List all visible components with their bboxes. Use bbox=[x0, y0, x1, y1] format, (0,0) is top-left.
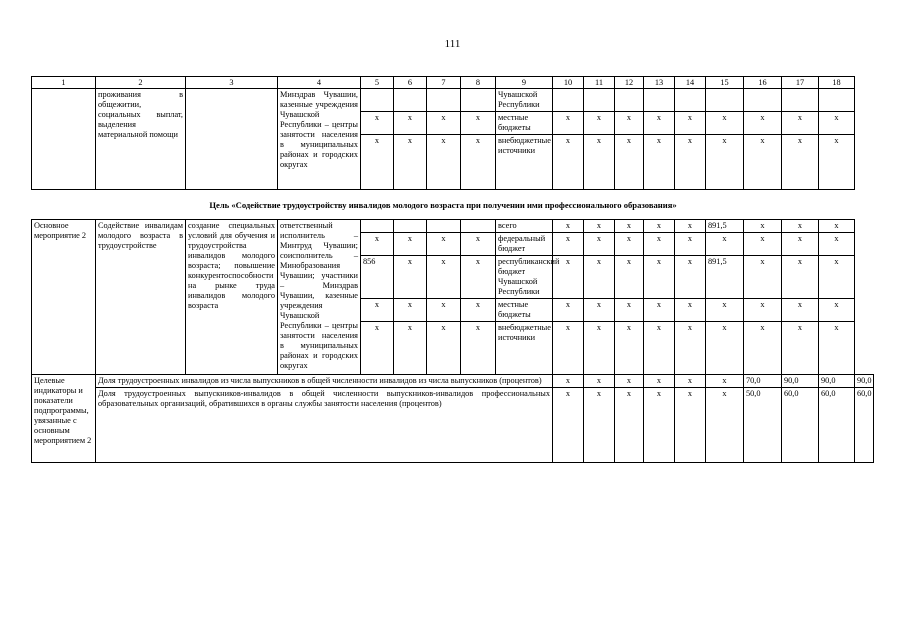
value-cell bbox=[427, 220, 461, 233]
value-cell: x bbox=[615, 112, 644, 135]
value-cell: 50,0 bbox=[744, 388, 782, 463]
value-cell: x bbox=[706, 233, 744, 256]
value-cell: x bbox=[553, 299, 584, 322]
cont-col3-empty bbox=[186, 89, 278, 190]
value-cell: x bbox=[819, 112, 855, 135]
value-cell: x bbox=[427, 233, 461, 256]
value-cell: x bbox=[706, 135, 744, 190]
value-cell: x bbox=[744, 299, 782, 322]
goal-row bbox=[32, 190, 874, 220]
value-cell: x bbox=[553, 220, 584, 233]
value-cell bbox=[427, 89, 461, 112]
value-cell: x bbox=[706, 388, 744, 463]
cont-col1-empty bbox=[32, 89, 96, 190]
funding-source: Чувашской Республики bbox=[496, 89, 553, 112]
value-cell: x bbox=[584, 233, 615, 256]
value-cell: x bbox=[644, 256, 675, 299]
value-cell: 60,0 bbox=[855, 388, 874, 463]
value-cell: x bbox=[553, 135, 584, 190]
value-cell: x bbox=[744, 220, 782, 233]
value-cell: 70,0 bbox=[744, 375, 782, 388]
value-cell: 856 bbox=[361, 256, 394, 299]
header-cell: 10 bbox=[553, 77, 584, 89]
value-cell: x bbox=[706, 299, 744, 322]
event-executors: ответственный исполнитель – Минтруд Чувашии; соисполнитель – Минобразования Чувашии; участники – Минздрав Чувашии, казенные учреждения Чувашской Республики – центры занятости населения в муниципальных районах и городских округах bbox=[278, 220, 361, 375]
value-cell: 891,5 bbox=[706, 256, 744, 299]
value-cell bbox=[744, 89, 782, 112]
funding-source: республиканский бюджет Чувашской Республики bbox=[496, 256, 553, 299]
value-cell: x bbox=[584, 256, 615, 299]
value-cell bbox=[361, 220, 394, 233]
value-cell: x bbox=[675, 375, 706, 388]
value-cell: x bbox=[584, 375, 615, 388]
value-cell: x bbox=[427, 322, 461, 375]
value-cell bbox=[394, 220, 427, 233]
indicator-text: Доля трудоустроенных выпускников-инвалидов в общей численности выпускников-инвалидов профессиональных образовательных организаций, обратившихся в органы службы занятости населения (процентов) bbox=[96, 388, 553, 463]
value-cell: x bbox=[819, 220, 855, 233]
header-row bbox=[32, 77, 874, 89]
header-cell: 1 bbox=[32, 77, 96, 89]
value-cell: x bbox=[361, 135, 394, 190]
event-goals: создание специальных условий для обучения и трудоустройства инвалидов молодого возраста; повышение конкурентоспособности на рынке труда инвалидов молодого возраста bbox=[186, 220, 278, 375]
value-cell: x bbox=[675, 322, 706, 375]
value-cell: x bbox=[584, 388, 615, 463]
value-cell: x bbox=[615, 233, 644, 256]
header-cell: 9 bbox=[496, 77, 553, 89]
value-cell: x bbox=[675, 388, 706, 463]
cont-col4-text: Минздрав Чувашии, казенные учреждения Чувашской Республики – центры занятости населения в муниципальных районах и городских округах bbox=[278, 89, 361, 190]
value-cell bbox=[706, 89, 744, 112]
value-cell: x bbox=[615, 135, 644, 190]
indicators-label: Целевые индикаторы и показатели подпрограммы, увязанные с основным мероприятием 2 bbox=[32, 375, 96, 463]
value-cell: x bbox=[644, 135, 675, 190]
funding-source: внебюджетные источники bbox=[496, 135, 553, 190]
event-title: Основное мероприятие 2 bbox=[32, 220, 96, 375]
value-cell: x bbox=[819, 322, 855, 375]
header-cell: 15 bbox=[706, 77, 744, 89]
value-cell: x bbox=[461, 322, 496, 375]
value-cell: x bbox=[361, 233, 394, 256]
header-cell: 17 bbox=[782, 77, 819, 89]
header-cell: 11 bbox=[584, 77, 615, 89]
value-cell: x bbox=[553, 388, 584, 463]
value-cell: 90,0 bbox=[782, 375, 819, 388]
value-cell bbox=[819, 89, 855, 112]
value-cell: x bbox=[644, 388, 675, 463]
value-cell: x bbox=[644, 299, 675, 322]
header-cell: 6 bbox=[394, 77, 427, 89]
value-cell: x bbox=[706, 375, 744, 388]
header-cell: 12 bbox=[615, 77, 644, 89]
value-cell: x bbox=[675, 135, 706, 190]
value-cell: 60,0 bbox=[819, 388, 855, 463]
event-row-total bbox=[32, 220, 874, 233]
value-cell: x bbox=[584, 112, 615, 135]
header-cell: 4 bbox=[278, 77, 361, 89]
value-cell: x bbox=[744, 135, 782, 190]
value-cell bbox=[361, 89, 394, 112]
value-cell: x bbox=[706, 322, 744, 375]
value-cell: x bbox=[744, 256, 782, 299]
goal-heading: Цель «Содействие трудоустройству инвалидов молодого возраста при получении ими профессионального образования» bbox=[32, 190, 855, 220]
header-cell: 5 bbox=[361, 77, 394, 89]
value-cell: x bbox=[744, 233, 782, 256]
value-cell: x bbox=[644, 220, 675, 233]
value-cell: x bbox=[394, 322, 427, 375]
value-cell: 60,0 bbox=[782, 388, 819, 463]
indicator-row-2 bbox=[32, 388, 874, 463]
value-cell: x bbox=[394, 112, 427, 135]
value-cell: x bbox=[461, 112, 496, 135]
value-cell: x bbox=[553, 233, 584, 256]
value-cell: x bbox=[461, 233, 496, 256]
value-cell bbox=[461, 89, 496, 112]
funding-source: местные бюджеты bbox=[496, 112, 553, 135]
header-cell: 7 bbox=[427, 77, 461, 89]
value-cell: x bbox=[615, 388, 644, 463]
value-cell: x bbox=[394, 299, 427, 322]
value-cell bbox=[782, 89, 819, 112]
value-cell: 90,0 bbox=[855, 375, 874, 388]
value-cell: x bbox=[675, 299, 706, 322]
value-cell: x bbox=[553, 322, 584, 375]
value-cell bbox=[615, 89, 644, 112]
value-cell: x bbox=[744, 322, 782, 375]
value-cell: x bbox=[644, 322, 675, 375]
event-description: Содействие инвалидам молодого возраста в трудоустройстве bbox=[96, 220, 186, 375]
cont-col2-text: проживания в общежитии, социальных выплат, выделения материальной помощи bbox=[96, 89, 186, 190]
value-cell: x bbox=[782, 322, 819, 375]
funding-source: внебюджетные источники bbox=[496, 322, 553, 375]
value-cell: x bbox=[782, 220, 819, 233]
value-cell: x bbox=[553, 112, 584, 135]
value-cell: x bbox=[644, 112, 675, 135]
value-cell: x bbox=[461, 135, 496, 190]
value-cell: x bbox=[427, 256, 461, 299]
value-cell: x bbox=[584, 220, 615, 233]
value-cell: x bbox=[615, 322, 644, 375]
value-cell: x bbox=[819, 135, 855, 190]
funding-source: всего bbox=[496, 220, 553, 233]
header-cell: 13 bbox=[644, 77, 675, 89]
header-cell: 18 bbox=[819, 77, 855, 89]
value-cell: x bbox=[675, 220, 706, 233]
value-cell bbox=[644, 89, 675, 112]
value-cell: x bbox=[427, 112, 461, 135]
value-cell: x bbox=[675, 233, 706, 256]
value-cell: x bbox=[615, 256, 644, 299]
value-cell: x bbox=[427, 135, 461, 190]
value-cell bbox=[675, 89, 706, 112]
value-cell bbox=[584, 89, 615, 112]
value-cell: x bbox=[819, 233, 855, 256]
value-cell: x bbox=[675, 256, 706, 299]
indicator-row-1 bbox=[32, 375, 874, 388]
value-cell: 90,0 bbox=[819, 375, 855, 388]
value-cell: x bbox=[644, 375, 675, 388]
value-cell: x bbox=[675, 112, 706, 135]
value-cell bbox=[394, 89, 427, 112]
program-table bbox=[31, 76, 874, 463]
value-cell: x bbox=[461, 256, 496, 299]
value-cell bbox=[461, 220, 496, 233]
value-cell: x bbox=[615, 375, 644, 388]
value-cell: x bbox=[394, 256, 427, 299]
value-cell: x bbox=[553, 256, 584, 299]
value-cell: x bbox=[361, 112, 394, 135]
funding-source: федеральный бюджет bbox=[496, 233, 553, 256]
value-cell: x bbox=[361, 322, 394, 375]
value-cell bbox=[553, 89, 584, 112]
value-cell: x bbox=[819, 256, 855, 299]
value-cell: x bbox=[553, 375, 584, 388]
header-cell: 3 bbox=[186, 77, 278, 89]
cont-row-1 bbox=[32, 89, 874, 112]
value-cell: x bbox=[394, 135, 427, 190]
value-cell: x bbox=[584, 322, 615, 375]
value-cell: x bbox=[584, 135, 615, 190]
value-cell: x bbox=[782, 233, 819, 256]
header-cell: 8 bbox=[461, 77, 496, 89]
value-cell: x bbox=[644, 233, 675, 256]
funding-source: местные бюджеты bbox=[496, 299, 553, 322]
value-cell: x bbox=[782, 135, 819, 190]
value-cell: x bbox=[427, 299, 461, 322]
value-cell: x bbox=[461, 299, 496, 322]
value-cell: x bbox=[394, 233, 427, 256]
indicator-text: Доля трудоустроенных инвалидов из числа выпускников в общей численности инвалидов из числа выпускников (процентов) bbox=[96, 375, 553, 388]
value-cell: x bbox=[819, 299, 855, 322]
value-cell: x bbox=[615, 299, 644, 322]
header-cell: 2 bbox=[96, 77, 186, 89]
value-cell: x bbox=[782, 256, 819, 299]
value-cell: x bbox=[744, 112, 782, 135]
value-cell: 891,5 bbox=[706, 220, 744, 233]
header-cell: 16 bbox=[744, 77, 782, 89]
value-cell: x bbox=[782, 299, 819, 322]
value-cell: x bbox=[782, 112, 819, 135]
value-cell: x bbox=[706, 112, 744, 135]
value-cell: x bbox=[584, 299, 615, 322]
value-cell: x bbox=[361, 299, 394, 322]
value-cell: x bbox=[615, 220, 644, 233]
page-number: 111 bbox=[444, 38, 461, 50]
header-cell: 14 bbox=[675, 77, 706, 89]
